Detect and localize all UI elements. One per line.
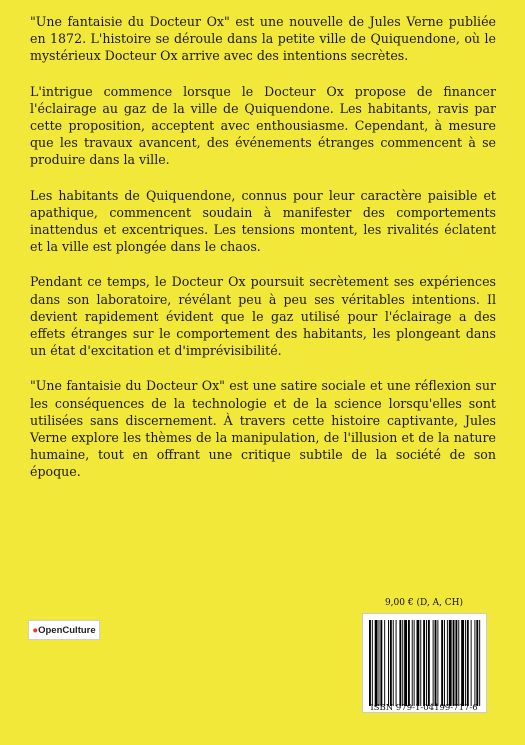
barcode-bar: [449, 620, 452, 706]
barcode-bar: [458, 620, 459, 706]
barcode-bar: [467, 620, 469, 706]
barcode-bar: [399, 620, 401, 706]
paragraph-2: L'intrigue commence lorsque le Docteur Ox propose de financer l'éclairage au gaz de la ville de Quiquendone. Les habitants, ravis par cette proposition, acceptent avec enthousiasme. Cependant, à mesure que les travaux avancent, des événements étranges commencent à se produire dans la ville.: [30, 83, 496, 168]
barcode-bar: [461, 620, 464, 706]
barcode-bar: [417, 620, 420, 706]
barcode-bar: [372, 620, 373, 706]
barcode-bar: [444, 620, 445, 706]
barcode-bar: [375, 620, 378, 706]
barcode-bar: [420, 620, 421, 706]
barcode-bar: [369, 620, 371, 706]
price-label: 9,00 € (D, A, CH): [384, 598, 464, 608]
barcode-bar: [453, 620, 455, 706]
paragraph-4: Pendant ce temps, le Docteur Ox poursuit secrètement ses expériences dans son laboratoire, révélant peu à peu ses véritables intentions. Il devient rapidement évident que le gaz utilisé pour l'éclairage a des effets étranges sur le comportement des habitants, les plongeant dans un état d'excitation et d'imprévisibilité.: [30, 274, 496, 359]
barcode-bar: [384, 620, 385, 706]
barcode-bar: [428, 620, 430, 706]
barcode-bar: [408, 620, 410, 706]
barcode-bar: [433, 620, 434, 706]
openculture-logo: [28, 620, 100, 640]
barcode-bar: [476, 620, 478, 706]
logo-text-open: Open: [38, 624, 63, 636]
barcode-bar: [465, 620, 466, 706]
paragraph-5: "Une fantaisie du Docteur Ox" est une satire sociale et une réflexion sur les conséquences de la technologie et de la science lorsqu'elles sont utilisées sans discernement. À travers cette histoire captivante, Jules Verne explore les thèmes de la manipulation, de l'illusion et de la nature humaine, tout en offrant une critique subtile de la société de son époque.: [30, 378, 496, 480]
barcode-bar: [390, 620, 392, 706]
barcode-bars: [369, 620, 481, 706]
barcode-bar: [388, 620, 389, 706]
barcode-bar: [455, 620, 457, 706]
barcode-bar: [474, 620, 475, 706]
barcode-bar: [435, 620, 437, 706]
paragraph-1: "Une fantaisie du Docteur Ox" est une nouvelle de Jules Verne publiée en 1872. L'histoire se déroule dans la petite ville de Quiquendone, où le mystérieux Docteur Ox arrive avec des intentions secrètes.: [30, 14, 496, 64]
barcode-bar: [437, 620, 438, 706]
logo-ring-icon: ●: [32, 624, 39, 636]
barcode-bar: [393, 620, 394, 706]
barcode-bar: [402, 620, 403, 706]
barcode-bar: [423, 620, 425, 706]
barcode-bar: [471, 620, 472, 706]
logo-text-culture: Culture: [62, 624, 96, 636]
isbn-label: ISBN 979-1-04199-717-6: [370, 703, 478, 713]
barcode: [362, 613, 487, 713]
barcode-bar: [412, 620, 413, 706]
barcode-bar: [447, 620, 448, 706]
barcode-bar: [426, 620, 427, 706]
barcode-bar: [479, 620, 480, 706]
barcode-bar: [396, 620, 397, 706]
back-cover-text: [30, 13, 496, 499]
barcode-bar: [404, 620, 407, 706]
barcode-bar: [441, 620, 443, 706]
paragraph-3: Les habitants de Quiquendone, connus pour leur caractère paisible et apathique, commencent soudain à manifester des comportements inattendus et excentriques. Les tensions montent, les rivalités éclatent et la ville est plongée dans le chaos.: [30, 187, 496, 255]
barcode-bar: [379, 620, 380, 706]
barcode-bar: [380, 620, 382, 706]
barcode-bar: [414, 620, 415, 706]
